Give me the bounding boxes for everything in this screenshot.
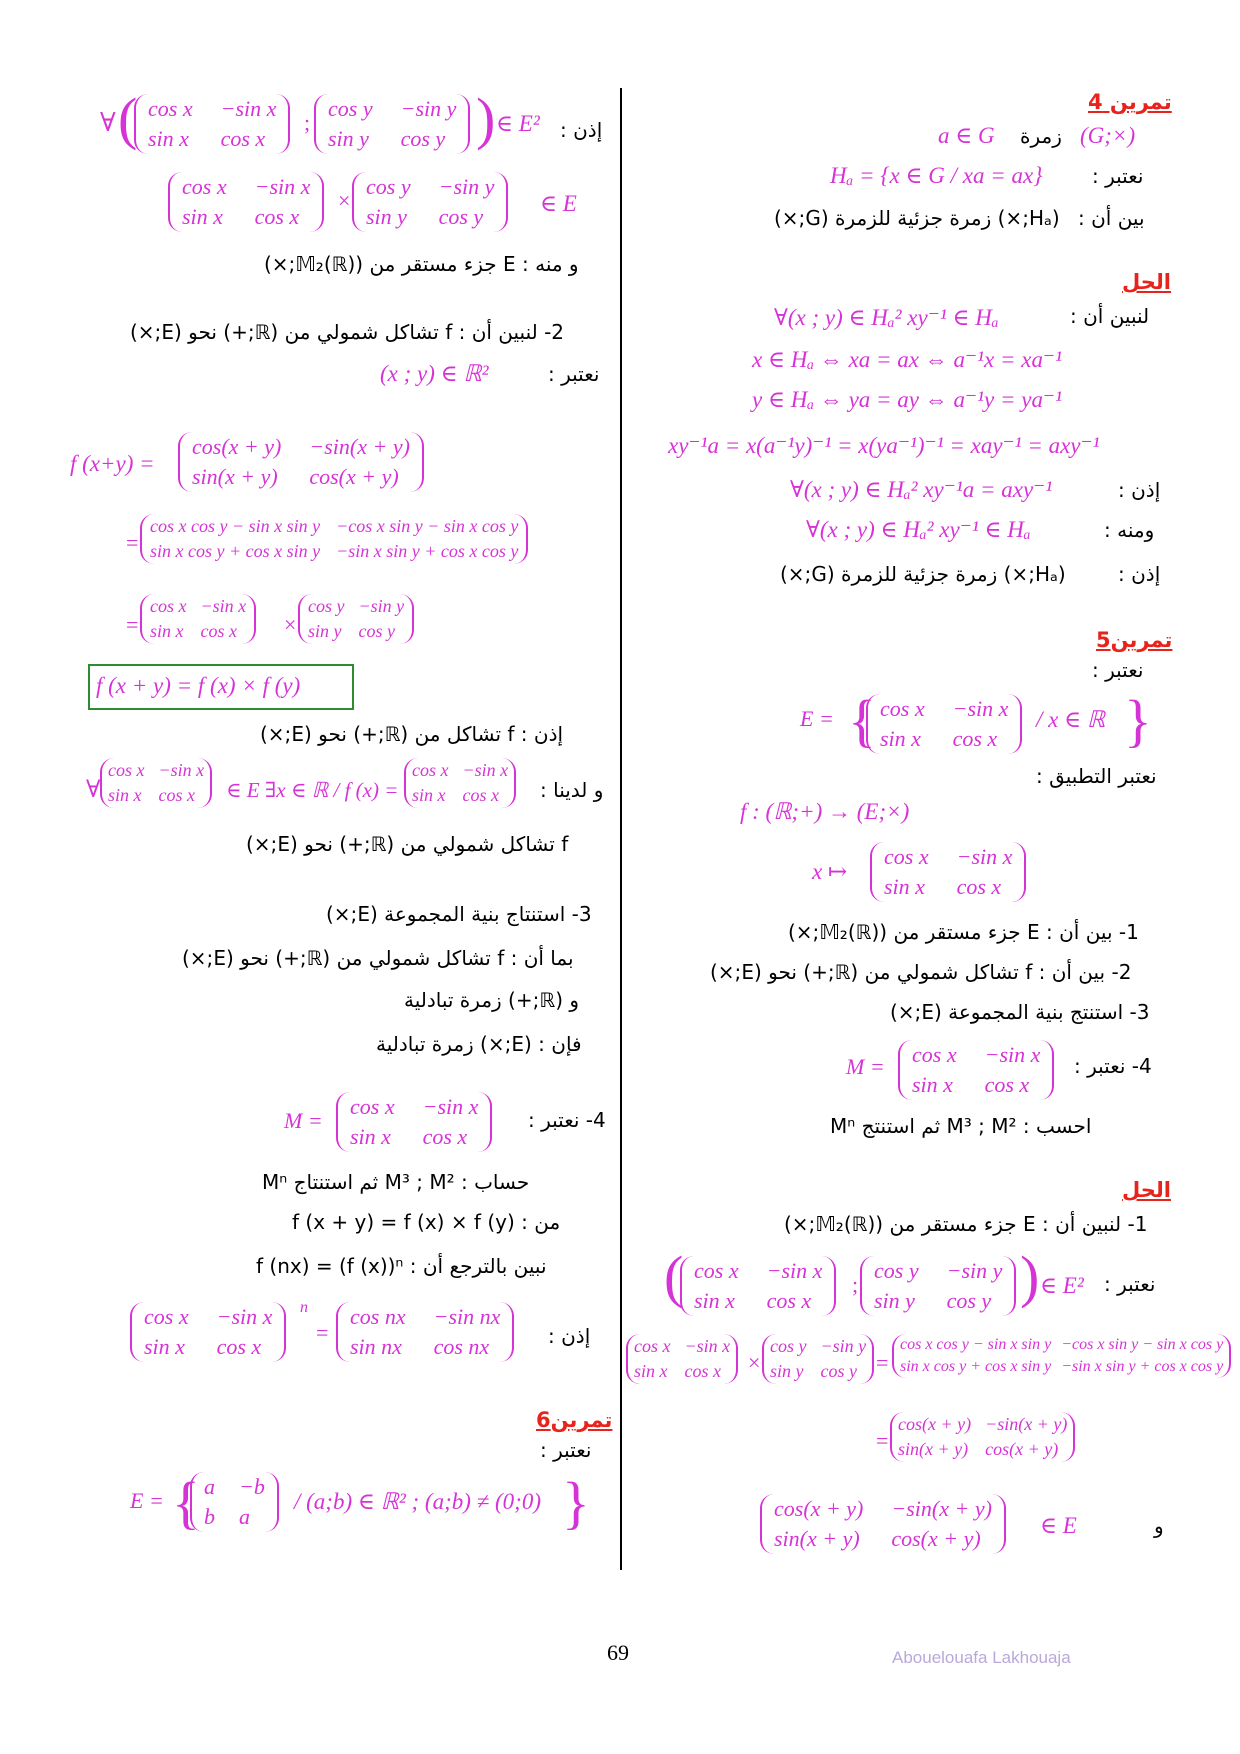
brace-open: { — [172, 1470, 200, 1535]
brace-close: } — [1124, 688, 1152, 753]
and-label: و — [1154, 1514, 1164, 1538]
surjective-homomorphism: f تشاكل شمولي من (ℝ;+) نحو (E;×) — [246, 832, 569, 856]
application-label: نعتبر التطبيق : — [1036, 764, 1157, 788]
exercise4-title: تمرين 4 — [1088, 90, 1172, 114]
induction-statement: نبين بالترجع أن : f (nx) = (f (x))ⁿ — [256, 1254, 547, 1278]
question-4-consider: 4- نعتبر : — [528, 1108, 606, 1132]
matrix-ab: a −b b a — [190, 1472, 279, 1532]
paren-open: ( — [664, 1244, 684, 1309]
matrix-rot-x: cos x −sin x sin x cos x — [130, 1302, 286, 1362]
we-have-label: و لدينا : — [540, 778, 604, 802]
set-E-lhs: E = — [800, 706, 834, 731]
page-number: 69 — [607, 1640, 629, 1665]
solution-line: xy⁻¹a = x(a⁻¹y)⁻¹ = x(ya⁻¹)⁻¹ = xay⁻¹ = axy⁻¹ — [668, 433, 1100, 458]
equals-sign: = — [316, 1320, 329, 1345]
matrix-expanded: cos x cos y − sin x sin y −cos x sin y − sin x cos y sin x cos y + cos x sin y −sin x sin y + cos x cos y — [892, 1334, 1231, 1378]
since-statement: بما أن : f تشاكل شمولي من (ℝ;+) نحو (E;×) — [182, 946, 574, 970]
from-statement: من : f (x + y) = f (x) × f (y) — [292, 1210, 561, 1234]
solution-then-label: إذن : — [1118, 478, 1161, 502]
brace-close: } — [562, 1470, 590, 1535]
matrix-rot-y: cos y −sin y sin y cos y — [762, 1334, 874, 1384]
matrix-rot-x: cos x −sin x sin x cos x — [168, 172, 324, 232]
matrix-rot-x: cos x −sin x sin x cos x — [626, 1334, 738, 1384]
matrix-rot-y: cos y −sin y sin y cos y — [314, 94, 470, 154]
consider-label: نعتبر : — [540, 1438, 592, 1462]
solution-title: الحل — [1122, 270, 1171, 294]
group-label: زمرة — [1020, 124, 1062, 148]
function-f: f : (ℝ;+) → (E;×) — [740, 799, 910, 824]
hence-statement: و منه : E جزء مستقر من (𝕄₂(ℝ);×) — [264, 252, 579, 276]
matrix-rot-x: cos x −sin x sin x cos x — [866, 694, 1022, 754]
forall-symbol: ∀ — [100, 108, 116, 137]
solution-conclusion: (Hₐ;×) زمرة جزئية للزمرة (G;×) — [780, 562, 1066, 586]
solution-hence-label: ومنه : — [1104, 518, 1155, 542]
column-divider — [620, 88, 622, 1570]
matrix-M: cos x −sin x sin x cos x — [898, 1040, 1054, 1100]
set-E-condition: / x ∈ ℝ — [1036, 707, 1106, 732]
compute-statement: حساب : M³ ; M² ثم استنتاج Mⁿ — [262, 1170, 530, 1194]
times-sign: × — [748, 1350, 761, 1375]
question-2-proof: 2- لنبين أن : f تشاكل شمولي من (ℝ;+) نحو (E;×) — [130, 320, 565, 344]
separator: ; — [304, 110, 311, 135]
exercise6-title: تمرين6 — [536, 1408, 613, 1432]
solution-step-1: 1- لنبين أن : E جزء مستقر من (𝕄₂(ℝ);×) — [784, 1212, 1148, 1236]
consider-label: نعتبر : — [548, 362, 600, 386]
element-a: a ∈ G — [938, 123, 995, 148]
solution-then-label: إذن : — [1118, 562, 1161, 586]
question-2: 2- بين أن : f تشاكل شمولي من (ℝ;+) نحو (E;×) — [710, 960, 1132, 984]
paren-close: ) — [1020, 1244, 1040, 1309]
surjectivity-condition: ∈ E ∃x ∈ ℝ / f (x) = — [226, 778, 399, 802]
matrix-expanded: cos x cos y − sin x sin y −cos x sin y − sin x cos y sin x cos y + cos x sin y −sin x sin y + cos x cos y — [140, 514, 528, 564]
matrix-rot-x: cos x −sin x sin x cos x — [680, 1256, 836, 1316]
solution-line: ∀(x ; y) ∈ Hₐ² xy⁻¹ ∈ Hₐ — [774, 305, 999, 330]
show-label: بين أن : — [1078, 206, 1145, 230]
brace-open: { — [848, 688, 876, 753]
in-E2: ∈ E² — [1040, 1273, 1084, 1298]
f-x-plus-y: f (x+y) = — [70, 451, 155, 476]
matrix-rot-y: cos y −sin y sin y cos y — [860, 1256, 1016, 1316]
times-sign: × — [338, 188, 351, 213]
forall-symbol: ∀ — [86, 777, 101, 803]
paren-open: ( — [118, 86, 138, 151]
exercise5-title: تمرين5 — [1096, 628, 1173, 652]
consider-label: نعتبر : — [1104, 1272, 1156, 1296]
separator: ; — [852, 1272, 859, 1297]
compute-instruction: احسب : M³ ; M² ثم استنتج Mⁿ — [830, 1114, 1092, 1138]
matrix-rot-sum: cos(x + y) −sin(x + y) sin(x + y) cos(x + y) — [760, 1494, 1006, 1554]
set-E-lhs: E = — [130, 1488, 164, 1513]
matrix-rot-x: cos x −sin x sin x cos x — [100, 758, 212, 808]
equals-sign: = — [126, 530, 139, 555]
then-label: إذن : — [560, 118, 603, 142]
matrix-M-label: M = — [846, 1054, 885, 1079]
solution-title: الحل — [1122, 1178, 1171, 1202]
paren-close: ) — [476, 86, 496, 151]
and-statement: و (ℝ;+) زمرة تبادلية — [404, 988, 580, 1012]
subgroup-statement: (Hₐ;×) زمرة جزئية للزمرة (G;×) — [774, 206, 1060, 230]
function-map: x ↦ — [812, 859, 848, 884]
times-sign: × — [284, 612, 297, 637]
matrix-rot-x: cos x −sin x sin x cos x — [870, 842, 1026, 902]
matrix-rot-sum: cos(x + y) −sin(x + y) sin(x + y) cos(x + y) — [178, 432, 424, 492]
exponent-n: n — [300, 1299, 308, 1316]
in-E: ∈ E — [540, 191, 577, 216]
equals-sign: = — [876, 1428, 889, 1453]
then-homomorphism: إذن : f تشاكل من (ℝ;+) نحو (E;×) — [260, 722, 564, 746]
set-E-condition: / (a;b) ∈ ℝ² ; (a;b) ≠ (0;0) — [294, 1489, 541, 1514]
Ha-definition: Hₐ = {x ∈ G / xa = ax} — [830, 163, 1043, 188]
matrix-rot-x: cos x −sin x sin x cos x — [404, 758, 516, 808]
matrix-rot-nx: cos nx −sin nx sin nx cos nx — [336, 1302, 514, 1362]
then-label: إذن : — [548, 1324, 591, 1348]
matrix-M-label: M = — [284, 1108, 323, 1133]
xy-in-R2: (x ; y) ∈ ℝ² — [380, 361, 489, 386]
matrix-rot-y: cos y −sin y sin y cos y — [352, 172, 508, 232]
question-3: 3- استنتج بنية المجموعة (E;×) — [890, 1000, 1150, 1024]
author-credit: Abouelouafa Lakhouaja — [892, 1648, 1071, 1667]
question-3-deduction: 3- استنتاج بنية المجموعة (E;×) — [326, 902, 592, 926]
question-4: 4- نعتبر : — [1074, 1054, 1152, 1078]
matrix-rot-x: cos x −sin x sin x cos x — [134, 94, 290, 154]
question-1: 1- بين أن : E جزء مستقر من (𝕄₂(ℝ);×) — [788, 920, 1139, 944]
matrix-rot-y: cos y −sin y sin y cos y — [298, 594, 414, 644]
equals-sign: = — [126, 612, 139, 637]
homomorphism-equation: f (x + y) = f (x) × f (y) — [96, 673, 301, 698]
solution-line: y ∈ Hₐ ⇔ ya = ay ⇔ a⁻¹y = ya⁻¹ — [752, 387, 1063, 412]
conclusion-statement: فإن : (E;×) زمرة تبادلية — [376, 1032, 582, 1056]
matrix-rot-x: cos x −sin x sin x cos x — [140, 594, 256, 644]
solution-line: ∀(x ; y) ∈ Hₐ² xy⁻¹a = axy⁻¹ — [790, 477, 1053, 502]
in-E2: ∈ E² — [496, 111, 540, 136]
solution-line: x ∈ Hₐ ⇔ xa = ax ⇔ a⁻¹x = xa⁻¹ — [752, 347, 1063, 372]
solution-line: ∀(x ; y) ∈ Hₐ² xy⁻¹ ∈ Hₐ — [806, 517, 1031, 542]
consider-label: نعتبر : — [1092, 658, 1144, 682]
matrix-rot-sum: cos(x + y) −sin(x + y) sin(x + y) cos(x + y) — [890, 1412, 1075, 1462]
group-notation: (G;×) — [1080, 123, 1136, 148]
equals-sign: = — [876, 1350, 889, 1375]
consider-label: نعتبر : — [1092, 164, 1144, 188]
matrix-M: cos x −sin x sin x cos x — [336, 1092, 492, 1152]
solution-show-label: لنبين أن : — [1070, 304, 1150, 328]
in-E: ∈ E — [1040, 1513, 1077, 1538]
